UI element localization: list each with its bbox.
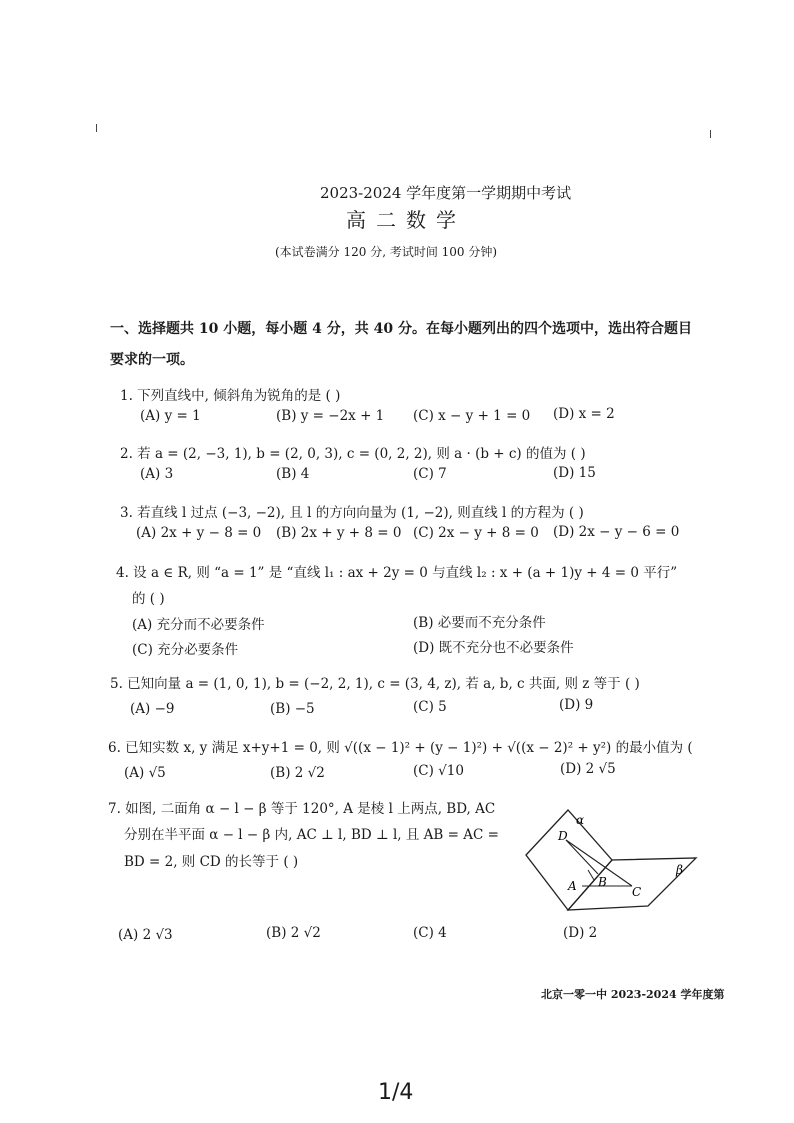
question-6-option-b: (B) 2 √2 — [270, 765, 325, 781]
label-b: B — [598, 875, 607, 889]
question-3-stem: 3. 若直线 l 过点 (−3, −2), 且 l 的方向向量为 (1, −2), 则直线 l 的方程为 ( ) — [120, 505, 584, 521]
question-7-stem-cont: 分别在半平面 α − l − β 内, AC ⊥ l, BD ⊥ l, 且 AB = AC = — [124, 827, 499, 843]
plane-alpha — [526, 810, 612, 910]
right-angle-mark — [588, 870, 594, 880]
question-4-option-a: (A) 充分而不必要条件 — [132, 617, 265, 633]
question-7-option-a: (A) 2 √3 — [118, 927, 173, 943]
scan-speck — [710, 130, 711, 138]
exam-title: 2023-2024 学年度第一学期期中考试 — [320, 184, 572, 202]
question-3-option-d: (D) 2x − y − 6 = 0 — [553, 524, 680, 540]
label-d: D — [558, 829, 568, 843]
question-1-stem: 1. 下列直线中, 倾斜角为锐角的是 ( ) — [120, 388, 341, 404]
question-1-option-b: (B) y = −2x + 1 — [276, 408, 385, 424]
question-7-stem: 7. 如图, 二面角 α − l − β 等于 120°, A 是棱 l 上两点, BD, AC — [108, 801, 496, 817]
question-2-option-d: (D) 15 — [553, 465, 596, 481]
label-a: A — [568, 879, 577, 893]
subject-title: 高二数学 — [346, 208, 466, 232]
question-4-option-b: (B) 必要而不充分条件 — [413, 615, 546, 631]
footer-school: 北京一零一中 2023-2024 学年度第 — [541, 988, 725, 1001]
question-6-option-d: (D) 2 √5 — [560, 761, 616, 777]
question-5-option-c: (C) 5 — [413, 699, 447, 715]
question-1-option-d: (D) x = 2 — [553, 406, 615, 422]
label-alpha: α — [576, 813, 585, 827]
label-beta: β — [676, 863, 683, 877]
exam-note: (本试卷满分 120 分, 考试时间 100 分钟) — [275, 245, 498, 259]
question-4-option-d: (D) 既不充分也不必要条件 — [413, 640, 574, 656]
question-6-stem: 6. 已知实数 x, y 满足 x+y+1 = 0, 则 √((x − 1)² + (y − 1)²) + √((x − 2)² + y²) 的最小值为 ( — [108, 740, 693, 756]
question-4-stem: 4. 设 a ∈ R, 则 “a = 1” 是 “直线 l₁ : ax + 2y = 0 与直线 l₂ : x + (a + 1)y + 4 = 0 平行” — [116, 565, 678, 581]
question-7-option-c: (C) 4 — [413, 925, 447, 941]
dihedral-angle-figure — [520, 800, 720, 920]
scan-speck — [96, 124, 97, 132]
segment-bd — [566, 840, 598, 874]
question-2-option-c: (C) 7 — [413, 466, 447, 482]
question-5-option-d: (D) 9 — [559, 697, 594, 713]
question-2-option-a: (A) 3 — [140, 466, 174, 482]
question-2-option-b: (B) 4 — [276, 466, 310, 482]
question-5-stem: 5. 已知向量 a = (1, 0, 1), b = (−2, 2, 1), c = (3, 4, z), 若 a, b, c 共面, 则 z 等于 ( ) — [110, 676, 640, 692]
question-4-option-c: (C) 充分必要条件 — [132, 642, 239, 658]
section-instruction-line2: 要求的一项。 — [110, 352, 194, 368]
question-3-option-c: (C) 2x − y + 8 = 0 — [413, 525, 539, 541]
question-3-option-b: (B) 2x + y + 8 = 0 — [276, 525, 402, 541]
question-6-option-c: (C) √10 — [413, 763, 464, 779]
question-5-option-b: (B) −5 — [270, 701, 315, 717]
question-1-option-c: (C) x − y + 1 = 0 — [413, 408, 531, 424]
question-5-option-a: (A) −9 — [130, 701, 175, 717]
question-7-stem-cont2: BD = 2, 则 CD 的长等于 ( ) — [124, 854, 299, 870]
label-c: C — [632, 885, 642, 899]
question-7-option-b: (B) 2 √2 — [266, 925, 321, 941]
page-number: 1/4 — [378, 1080, 414, 1105]
question-4-stem-cont: 的 ( ) — [132, 591, 165, 607]
question-1-option-a: (A) y = 1 — [140, 408, 201, 424]
question-6-option-a: (A) √5 — [124, 765, 166, 781]
question-7-option-d: (D) 2 — [563, 925, 598, 941]
question-2-stem: 2. 若 a = (2, −3, 1), b = (2, 0, 3), c = (0, 2, 2), 则 a · (b + c) 的值为 ( ) — [120, 446, 586, 462]
question-3-option-a: (A) 2x + y − 8 = 0 — [136, 525, 262, 541]
section-instruction-line1: 一、选择题共 10 小题，每小题 4 分，共 40 分。在每小题列出的四个选项中，选出符合题目 — [110, 321, 692, 337]
